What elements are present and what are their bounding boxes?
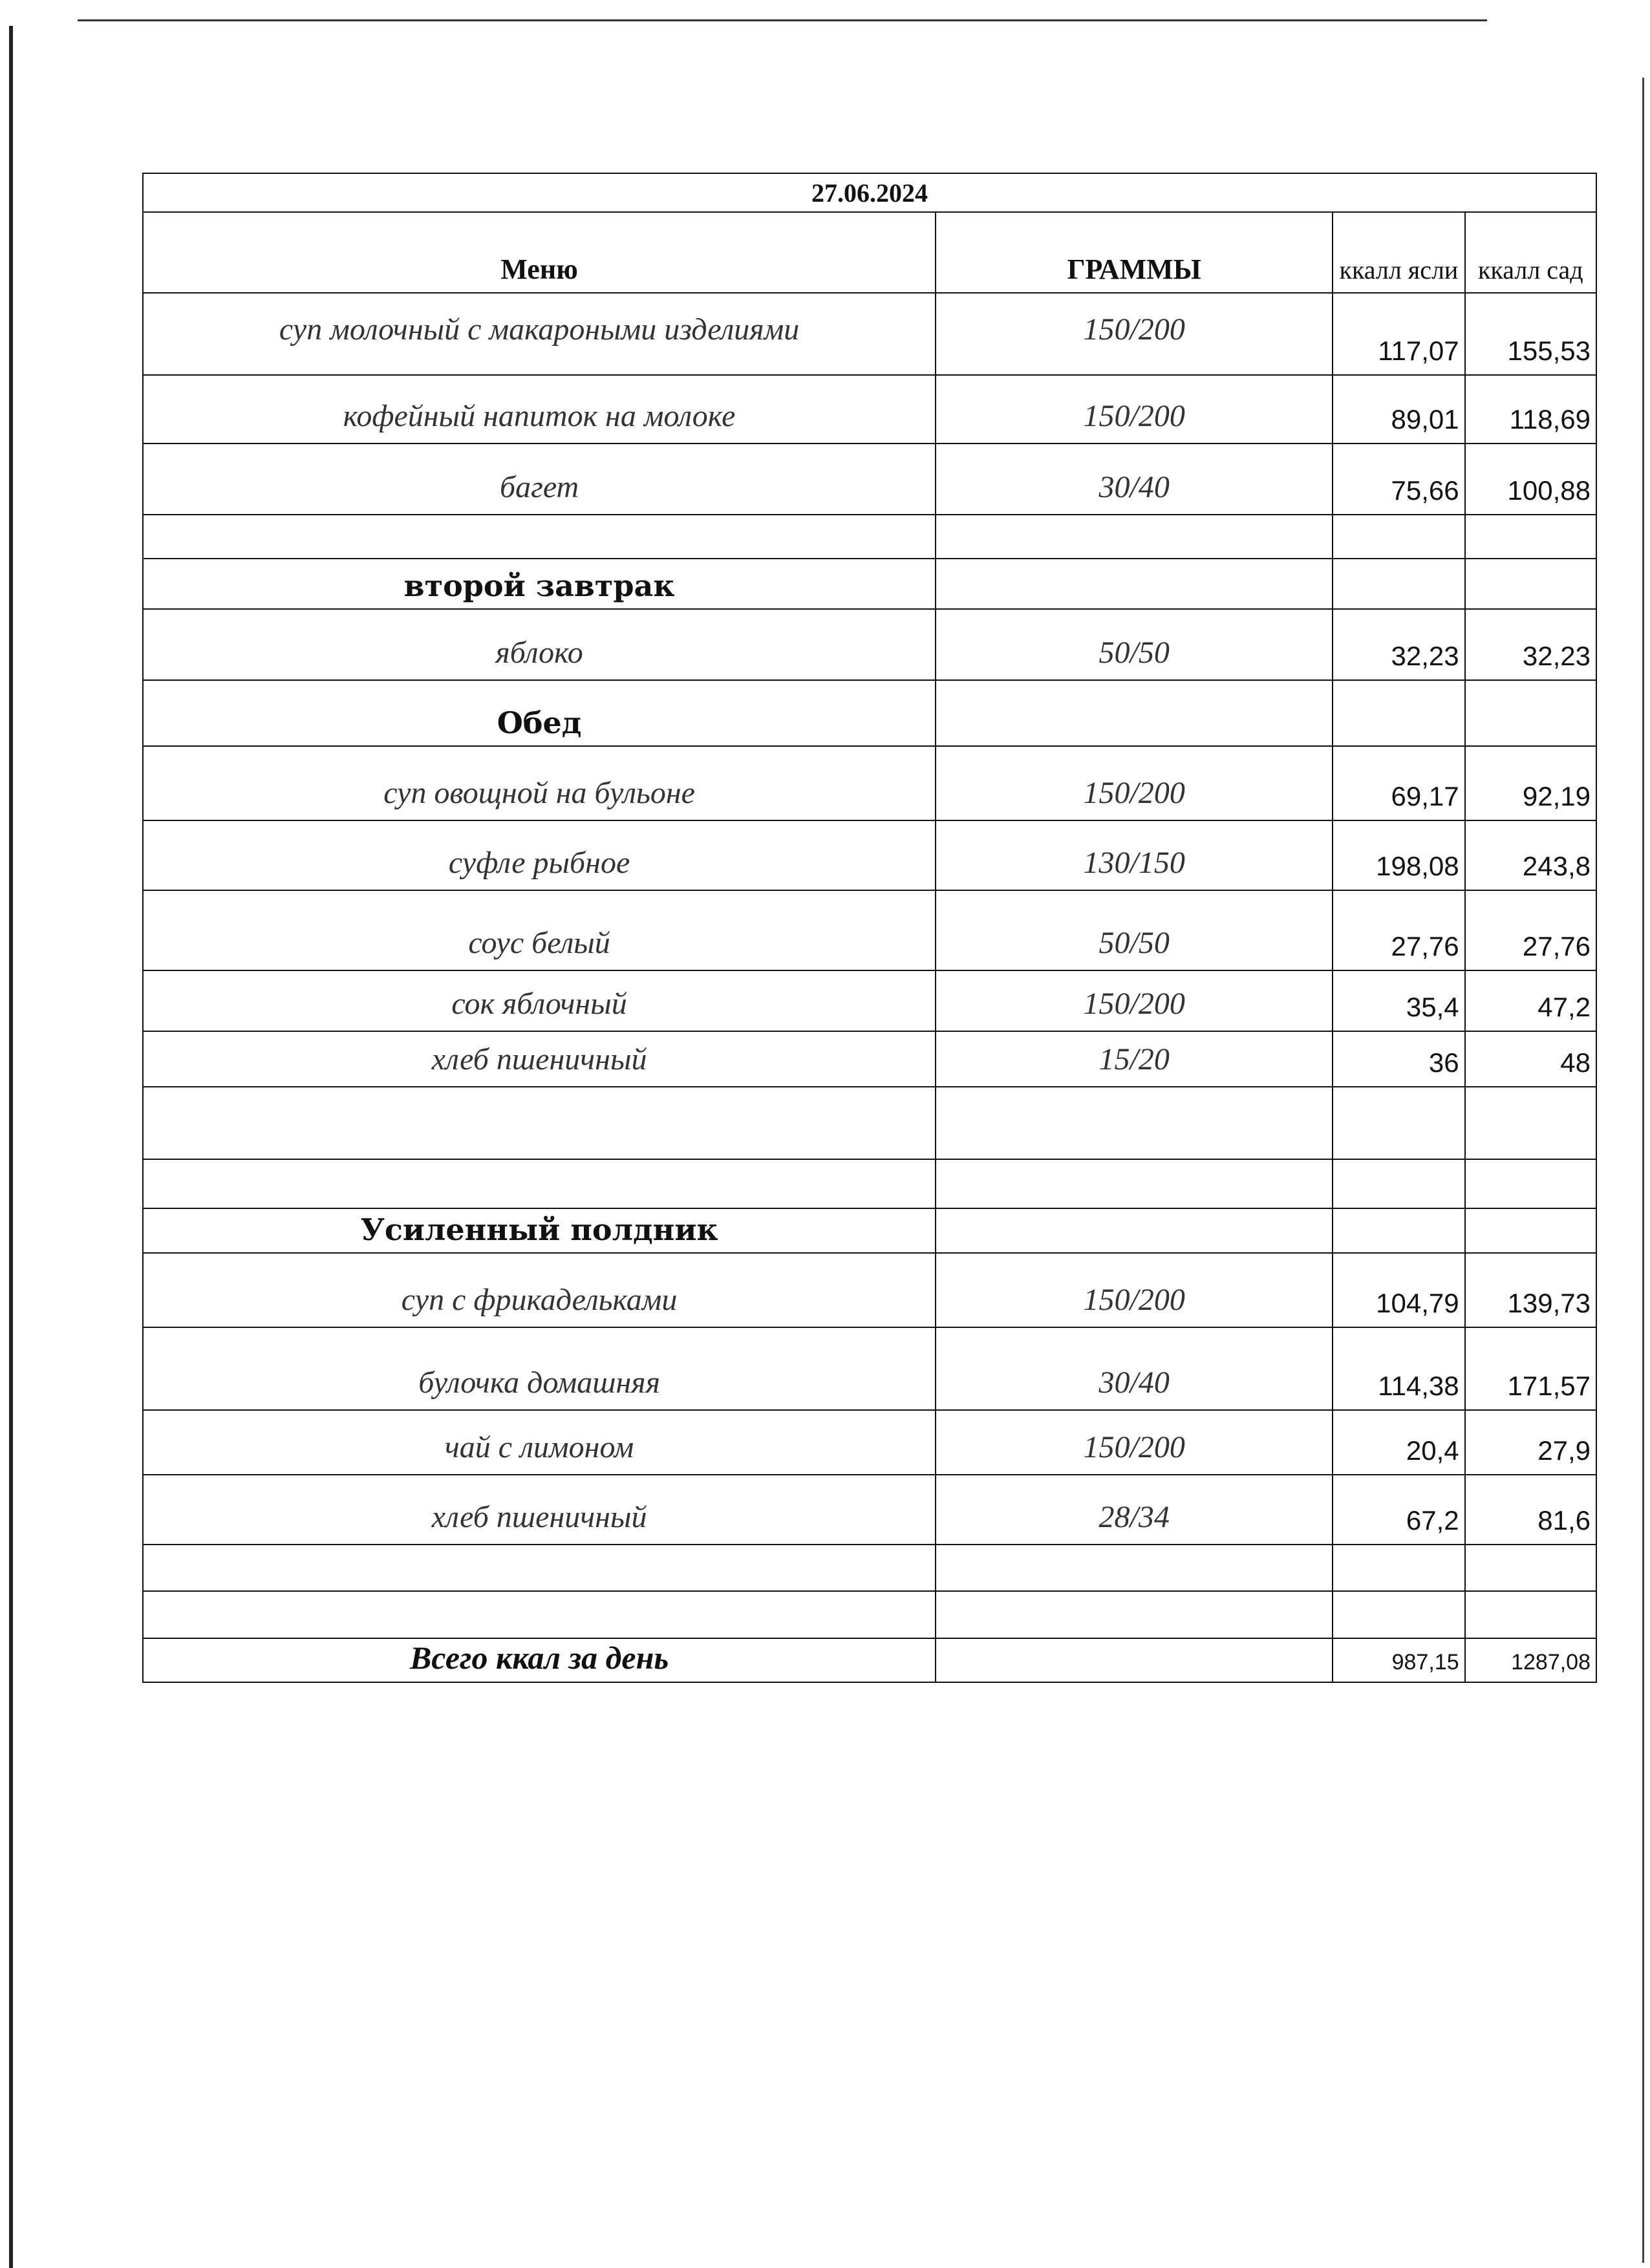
dish-grams: 150/200 <box>936 293 1333 375</box>
kcal-garden: 155,53 <box>1465 293 1596 375</box>
kcal-garden: 47,2 <box>1465 970 1596 1031</box>
scan-edge-left <box>9 26 13 2268</box>
dish-name: суп овощной на бульоне <box>143 746 936 820</box>
dish-name: багет <box>143 444 936 515</box>
dish-name: хлеб пшеничный <box>143 1031 936 1087</box>
section-row <box>143 680 1596 746</box>
empty-row <box>143 515 1596 559</box>
table-row <box>143 609 1596 680</box>
empty-row <box>143 1545 1596 1591</box>
date-row <box>143 173 1596 212</box>
dish-name: суфле рыбное <box>143 820 936 890</box>
table-row <box>143 970 1596 1031</box>
menu-date: 27.06.2024 <box>143 173 1596 212</box>
header-grams: ГРАММЫ <box>936 212 1333 293</box>
kcal-garden: 81,6 <box>1465 1475 1596 1545</box>
section-title-second-breakfast: второй завтрак <box>143 559 936 609</box>
dish-name: булочка домашняя <box>143 1327 936 1410</box>
dish-grams: 50/50 <box>936 890 1333 970</box>
section-title-snack: Усиленный полдник <box>143 1208 936 1253</box>
kcal-nursery: 69,17 <box>1333 746 1464 820</box>
kcal-nursery: 117,07 <box>1333 293 1464 375</box>
menu-table <box>142 173 1597 1683</box>
kcal-nursery: 27,76 <box>1333 890 1464 970</box>
empty-row <box>143 1591 1596 1638</box>
section-row <box>143 559 1596 609</box>
kcal-nursery: 20,4 <box>1333 1410 1464 1475</box>
scan-edge-right <box>1642 78 1644 2263</box>
dish-grams: 150/200 <box>936 1410 1333 1475</box>
header-kcal-garden: ккалл сад <box>1465 212 1596 293</box>
dish-name: суп с фрикадельками <box>143 1253 936 1327</box>
dish-name: суп молочный с макароными изделиями <box>143 293 936 375</box>
kcal-garden: 27,9 <box>1465 1410 1596 1475</box>
section-title-lunch: Обед <box>143 680 936 746</box>
kcal-garden: 48 <box>1465 1031 1596 1087</box>
table-row <box>143 1253 1596 1327</box>
table-row <box>143 1327 1596 1410</box>
kcal-nursery: 67,2 <box>1333 1475 1464 1545</box>
empty-row <box>143 1159 1596 1208</box>
kcal-garden: 100,88 <box>1465 444 1596 515</box>
table-row <box>143 1031 1596 1087</box>
table-row <box>143 746 1596 820</box>
dish-grams: 130/150 <box>936 820 1333 890</box>
kcal-nursery: 36 <box>1333 1031 1464 1087</box>
kcal-nursery: 32,23 <box>1333 609 1464 680</box>
header-kcal-nursery: ккалл ясли <box>1333 212 1464 293</box>
kcal-garden: 243,8 <box>1465 820 1596 890</box>
dish-name: яблоко <box>143 609 936 680</box>
dish-grams: 30/40 <box>936 1327 1333 1410</box>
dish-grams: 50/50 <box>936 609 1333 680</box>
table-row <box>143 444 1596 515</box>
dish-grams: 30/40 <box>936 444 1333 515</box>
empty-row <box>143 1087 1596 1159</box>
total-kcal-nursery: 987,15 <box>1333 1638 1464 1682</box>
dish-name: сок яблочный <box>143 970 936 1031</box>
kcal-garden: 139,73 <box>1465 1253 1596 1327</box>
table-row <box>143 890 1596 970</box>
section-row <box>143 1208 1596 1253</box>
scan-edge-top <box>78 19 1487 21</box>
kcal-nursery: 75,66 <box>1333 444 1464 515</box>
table-row <box>143 1410 1596 1475</box>
kcal-nursery: 114,38 <box>1333 1327 1464 1410</box>
dish-grams: 150/200 <box>936 1253 1333 1327</box>
header-row <box>143 212 1596 293</box>
table-row <box>143 375 1596 444</box>
total-label: Всего ккал за день <box>143 1638 936 1682</box>
dish-name: чай с лимоном <box>143 1410 936 1475</box>
dish-grams: 150/200 <box>936 970 1333 1031</box>
kcal-garden: 118,69 <box>1465 375 1596 444</box>
dish-grams: 15/20 <box>936 1031 1333 1087</box>
kcal-nursery: 35,4 <box>1333 970 1464 1031</box>
kcal-nursery: 89,01 <box>1333 375 1464 444</box>
table-row <box>143 1475 1596 1545</box>
kcal-garden: 92,19 <box>1465 746 1596 820</box>
kcal-garden: 171,57 <box>1465 1327 1596 1410</box>
table-row <box>143 820 1596 890</box>
kcal-garden: 32,23 <box>1465 609 1596 680</box>
dish-name: хлеб пшеничный <box>143 1475 936 1545</box>
dish-grams: 28/34 <box>936 1475 1333 1545</box>
kcal-nursery: 198,08 <box>1333 820 1464 890</box>
table-row <box>143 293 1596 375</box>
dish-name: кофейный напиток на молоке <box>143 375 936 444</box>
dish-grams: 150/200 <box>936 746 1333 820</box>
dish-name: соус белый <box>143 890 936 970</box>
dish-grams: 150/200 <box>936 375 1333 444</box>
kcal-nursery: 104,79 <box>1333 1253 1464 1327</box>
total-row <box>143 1638 1596 1682</box>
total-kcal-garden: 1287,08 <box>1465 1638 1596 1682</box>
kcal-garden: 27,76 <box>1465 890 1596 970</box>
header-menu: Меню <box>143 212 936 293</box>
